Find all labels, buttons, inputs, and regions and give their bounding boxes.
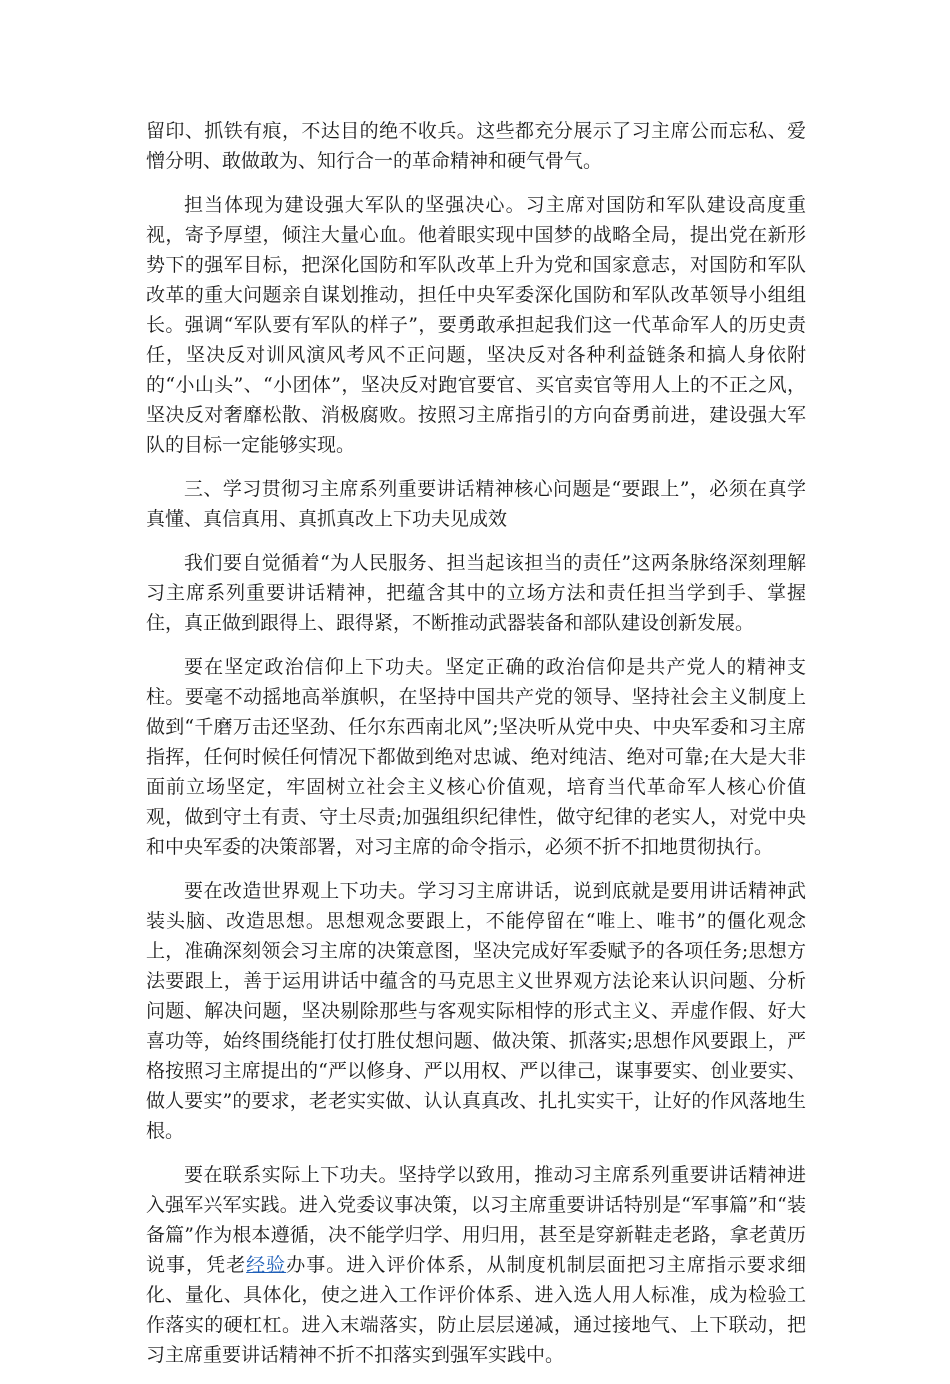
paragraph-5: 要在坚定政治信仰上下功夫。坚定正确的政治信仰是共产党人的精神支柱。要毫不动摇地高举旗帜，在坚持中国共产党的领导、坚持社会主义制度上做到“千磨万击还坚劲、任尔东西南北风”;坚决听从党中央、中央军委和习主席指挥，任何时候任何情况下都做到绝对忠诚、绝对纯洁、绝对可靠;在大是大非面前立场坚定，牢固树立社会主义核心价值观，培育当代革命军人核心价值观，做到守土有责、守土尽责;加强组织纪律性，做守纪律的老实人，对党中央和中央军委的决策部署，对习主席的命令指示，必须不折不扣地贯彻执行。: [146, 656, 806, 858]
paragraph-4: 我们要自觉循着“为人民服务、担当起该担当的责任”这两条脉络深刻理解习主席系列重要讲话精神，把蕴含其中的立场方法和责任担当学到手、掌握住，真正做到跟得上、跟得紧，不断推动武器装备和部队建设创新发展。: [146, 552, 806, 634]
experience-link[interactable]: 经验: [246, 1254, 287, 1276]
section-heading-3: 三、学习贯彻习主席系列重要讲话精神核心问题是“要跟上”，必须在真学真懂、真信真用、真抓真改上下功夫见成效: [146, 478, 806, 530]
paragraph-2: 担当体现为建设强大军队的坚强决心。习主席对国防和军队建设高度重视，寄予厚望，倾注大量心血。他着眼实现中国梦的战略全局，提出党在新形势下的强军目标，把深化国防和军队改革上升为党和国家意志，对国防和军队改革的重大问题亲自谋划推动，担任中央军委深化国防和军队改革领导小组组长。强调“军队要有军队的样子”，要勇敢承担起我们这一代革命军人的历史责任，坚决反对训风演风考风不正问题，坚决反对各种利益链条和搞人身依附的“小山头”、“小团体”，坚决反对跑官要官、买官卖官等用人上的不正之风，坚决反对奢靡松散、消极腐败。按照习主席指引的方向奋勇前进，建设强大军队的目标一定能够实现。: [146, 194, 806, 456]
paragraph-7-text-before-link: 要在联系实际上下功夫。坚持学以致用，推动习主席系列重要讲话精神进入强军兴军实践。进入党委议事决策，以习主席重要讲话特别是“军事篇”和“装备篇”作为根本遵循，决不能学归学、用归用，甚至是穿新鞋走老路，拿老黄历说事，凭老: [146, 1164, 806, 1276]
paragraph-7: [146, 1160, 806, 1370]
paragraph-7-text-after-link: 办事。进入评价体系，从制度机制层面把习主席指示要求细化、量化、具体化，使之进入工作评价体系、进入选人用人标准，成为检验工作落实的硬杠杠。进入末端落实，防止层层递减，通过接地气、上下联动，把习主席重要讲话精神不折不扣落实到强军实践中。: [146, 1254, 806, 1366]
paragraph-1: 留印、抓铁有痕，不达目的绝不收兵。这些都充分展示了习主席公而忘私、爱憎分明、敢做敢为、知行合一的革命精神和硬气骨气。: [146, 120, 806, 172]
document-body: [146, 116, 806, 1384]
paragraph-6: 要在改造世界观上下功夫。学习习主席讲话，说到底就是要用讲话精神武装头脑、改造思想。思想观念要跟上，不能停留在“唯上、唯书”的僵化观念上，准确深刻领会习主席的决策意图，坚决完成好军委赋予的各项任务;思想方法要跟上，善于运用讲话中蕴含的马克思主义世界观方法论来认识问题、分析问题、解决问题，坚决剔除那些与客观实际相悖的形式主义、弄虚作假、好大喜功等，始终围绕能打仗打胜仗想问题、做决策、抓落实;思想作风要跟上，严格按照习主席提出的“严以修身、严以用权、严以律己，谋事要实、创业要实、做人要实”的要求，老老实实做、认认真真改、扎扎实实干，让好的作风落地生根。: [146, 880, 806, 1142]
